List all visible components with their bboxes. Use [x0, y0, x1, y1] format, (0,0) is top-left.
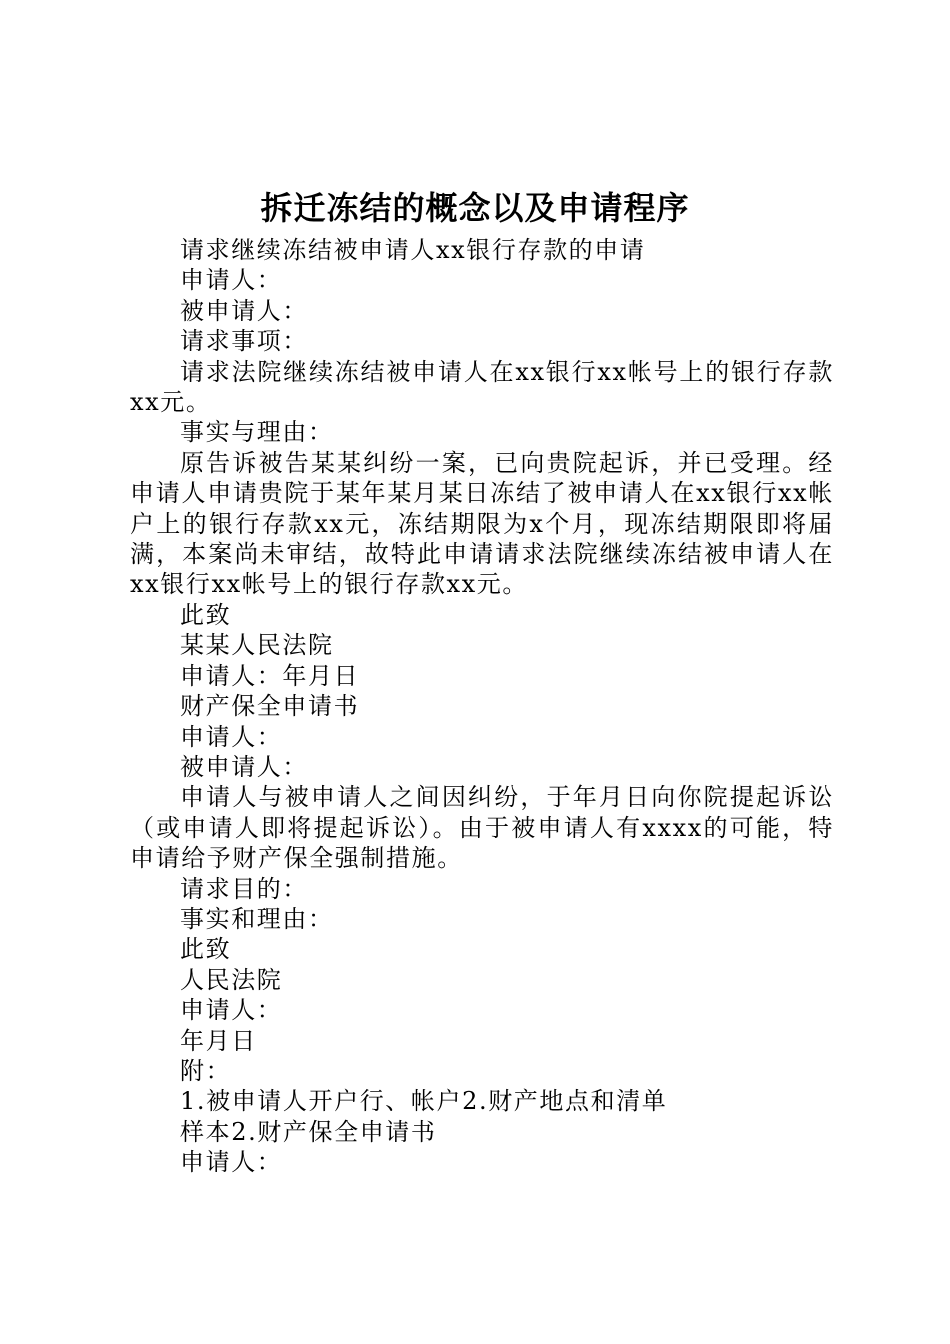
- paragraph-facts-reasons: 事实和理由：: [180, 904, 334, 933]
- paragraph-salutation-2: 此致: [180, 935, 232, 964]
- paragraph-court-2: 人民法院: [180, 965, 283, 994]
- paragraph-applicant-2: 申请人：: [180, 722, 283, 751]
- paragraph-applicant: 申请人：: [180, 266, 283, 295]
- paragraph-attachment-items: 1.被申请人开户行、帐户2.财产地点和清单: [180, 1087, 668, 1116]
- paragraph-applicant-3: 申请人：: [180, 996, 283, 1025]
- paragraph-sample: 样本2.财产保全申请书: [180, 1117, 437, 1146]
- document-body: [130, 235, 834, 1178]
- paragraph-applicant-4: 申请人：: [180, 1148, 283, 1177]
- paragraph-attachment-heading: 附：: [180, 1056, 232, 1085]
- paragraph-preservation-content: 申请人与被申请人之间因纠纷，于年月日向你院提起诉讼（或申请人即将提起诉讼）。由于被申请人有xxxx的可能，特申请给予财产保全强制措施。: [130, 783, 834, 873]
- paragraph-preservation-heading: 财产保全申请书: [180, 692, 360, 721]
- paragraph-facts-heading: 事实与理由：: [180, 418, 334, 447]
- paragraph-request-items: 请求事项：: [180, 327, 308, 356]
- paragraph-purpose: 请求目的：: [180, 874, 308, 903]
- document-title: 拆迁冻结的概念以及申请程序: [260, 189, 690, 227]
- paragraph-salutation: 此致: [180, 600, 232, 629]
- paragraph-date: 年月日: [180, 1026, 257, 1055]
- paragraph-request-content: 请求法院继续冻结被申请人在xx银行xx帐号上的银行存款xx元。: [130, 357, 834, 417]
- paragraph-respondent: 被申请人：: [180, 296, 308, 325]
- paragraph-signature-date: 申请人：年月日: [180, 661, 360, 690]
- paragraph-respondent-2: 被申请人：: [180, 752, 308, 781]
- paragraph-court: 某某人民法院: [180, 631, 334, 660]
- paragraph-application-heading: 请求继续冻结被申请人xx银行存款的申请: [180, 236, 646, 264]
- paragraph-facts-content: 原告诉被告某某纠纷一案，已向贵院起诉，并已受理。经申请人申请贵院于某年某月某日冻结了被申请人在xx银行xx帐户上的银行存款xx元，冻结期限为x个月，现冻结期限即将届满，本案尚未审结，故特此申请请求法院继续冻结被申请人在xx银行xx帐号上的银行存款xx元。: [130, 448, 834, 599]
